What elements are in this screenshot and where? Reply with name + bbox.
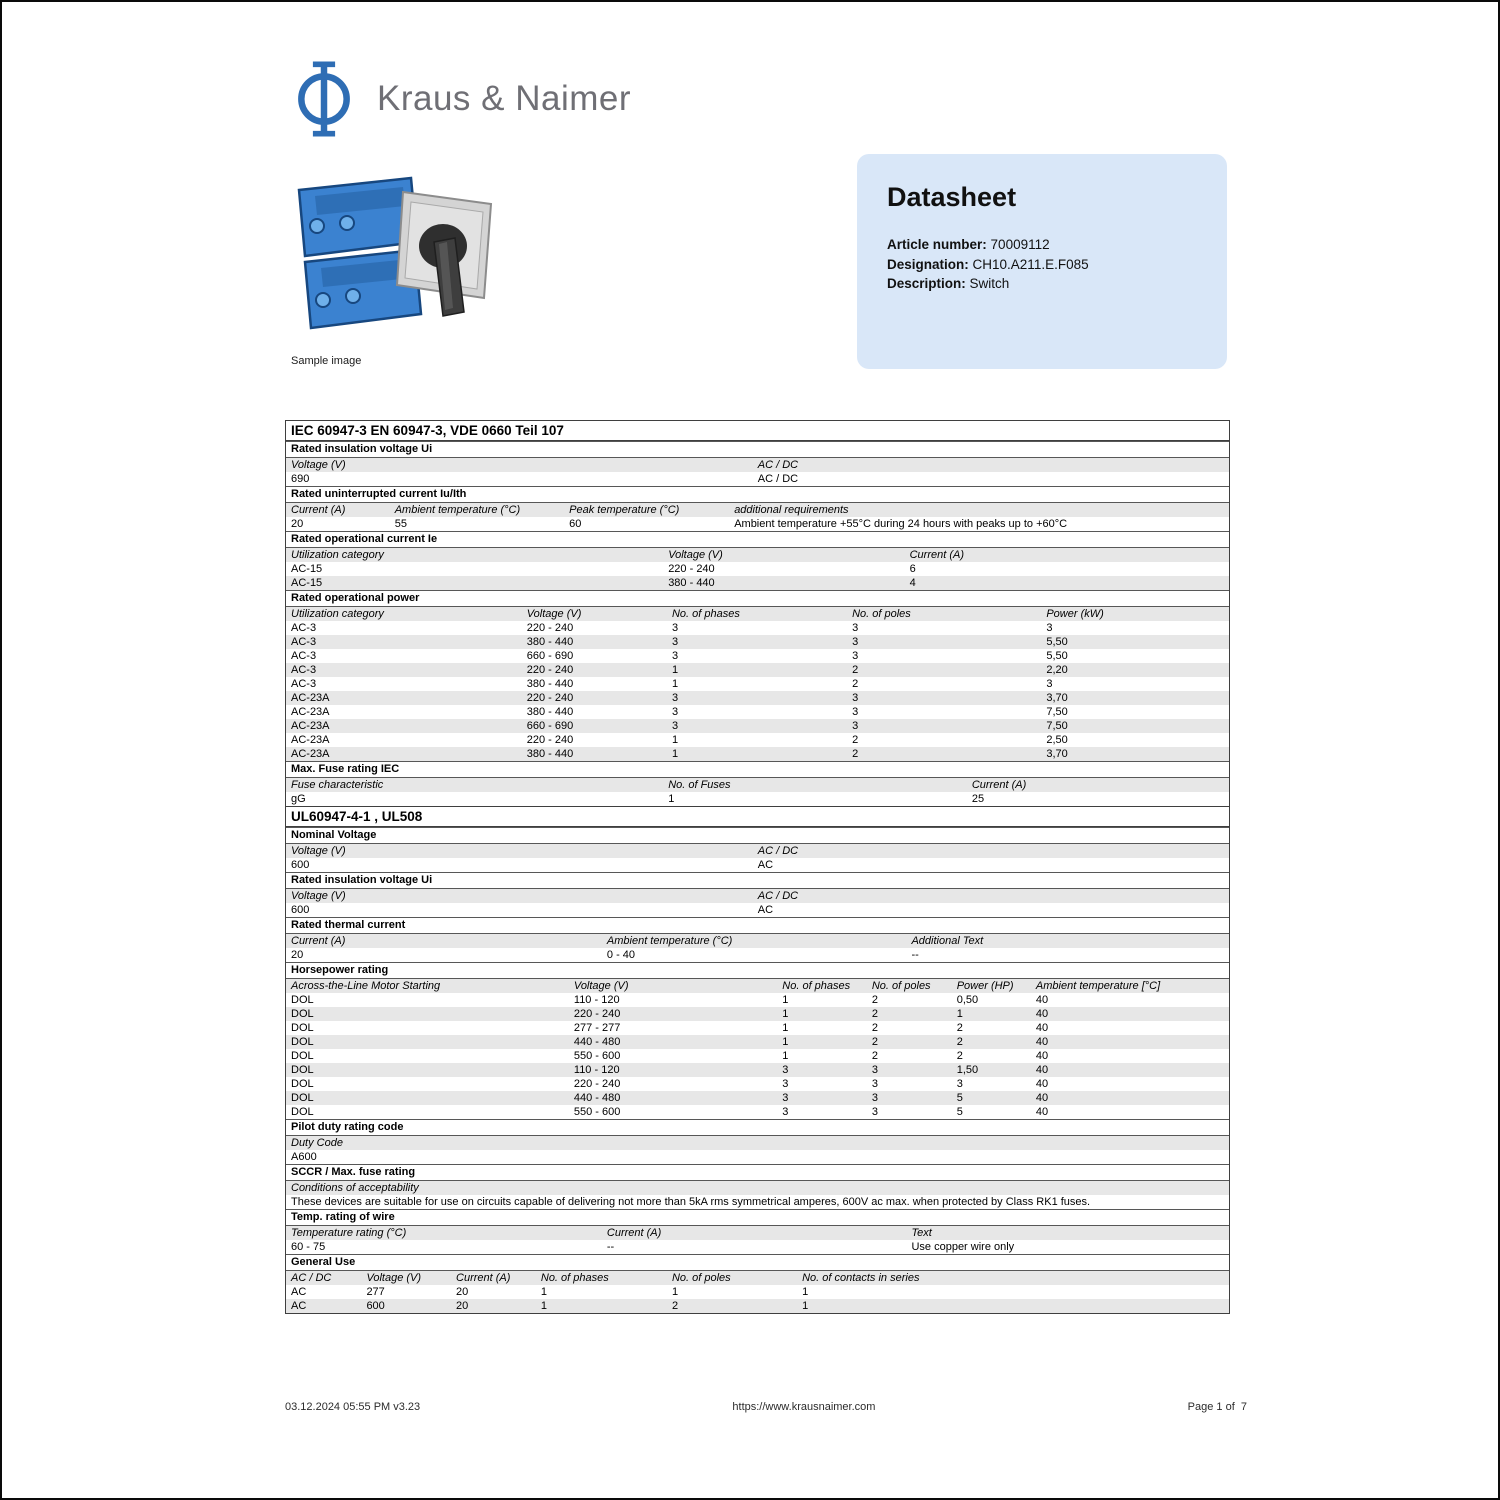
table-cell: 55 [394,518,407,530]
table-cell: AC-23A [291,748,330,760]
table-cell: 0,50 [956,994,979,1006]
description-label: Description: [887,276,966,291]
table-cell: Current (A) [909,549,964,561]
table-cell: Additional Text [911,935,984,947]
table-cell: 110 - 120 [573,1064,620,1076]
table-subsection-header: Rated operational power [286,590,1229,607]
table-cell: 220 - 240 [526,622,574,634]
table-cell: 3 [852,636,859,648]
article-number-label: Article number: [887,237,987,252]
table-data-row [286,903,1229,917]
table-cell: 7,50 [1046,720,1068,732]
table-cell: 3 [671,636,679,648]
table-data-row [286,562,1229,576]
table-cell: Voltage (V) [668,549,723,561]
table-data-row [286,1299,1229,1313]
table-cell: AC-3 [291,678,317,690]
table-cell: 7,50 [1046,706,1068,718]
table-data-row [286,948,1229,962]
table-cell: Across-the-Line Motor Starting [291,980,441,992]
table-cell: AC-3 [291,664,317,676]
table-cell: 40 [1035,1106,1049,1118]
table-cell: 3 [671,622,679,634]
card-title: Datasheet [887,182,1017,212]
table-cell: 220 - 240 [526,664,574,676]
table-cell: AC / DC [291,1272,332,1284]
table-column-header-row [286,778,1229,792]
table-cell: DOL [291,1064,314,1076]
table-subsection-header: Pilot duty rating code [286,1119,1229,1136]
table-column-header-row [286,1226,1229,1240]
table-cell: Fuse characteristic [291,779,384,791]
table-cell: -- [606,1241,615,1253]
table-cell: No. of poles [871,980,931,992]
table-subsection-header: General Use [286,1254,1229,1271]
table-cell: 1 [671,1286,679,1298]
table-cell: Text [911,1227,932,1239]
table-cell: Ambient temperature (°C) [606,935,733,947]
table-cell: 3 [782,1078,789,1090]
brand-name: Kraus & Naimer [377,79,632,118]
table-data-row [286,517,1229,531]
table-data-row [286,1150,1229,1164]
table-cell: AC / DC [757,459,799,471]
table-data-row [286,993,1229,1007]
table-cell: AC-15 [291,563,323,575]
table-cell: Current (A) [456,1272,511,1284]
table-cell: 3,70 [1046,748,1068,760]
table-cell: 3 [956,1078,963,1090]
table-cell: 4 [909,577,916,589]
table-cell: 3 [852,720,859,732]
table-cell: Peak temperature (°C) [569,504,680,516]
table-cell: Voltage (V) [291,845,346,857]
table-cell: 2 [852,678,859,690]
table-column-header-row [286,503,1229,517]
table-cell: 2,50 [1046,734,1068,746]
table-cell: 600 [291,859,310,871]
table-cell: DOL [291,994,314,1006]
table-cell: 220 - 240 [573,1008,621,1020]
table-cell: 380 - 440 [526,706,574,718]
table-cell: 220 - 240 [526,692,574,704]
table-cell: 2 [852,734,859,746]
table-cell: No. of phases [540,1272,609,1284]
table-column-header-row [286,1136,1229,1150]
table-subsection-header: Rated insulation voltage Ui [286,872,1229,889]
table-cell: 2 [956,1036,963,1048]
table-cell: 3 [782,1092,789,1104]
spec-table [285,420,1230,1314]
table-subsection-header: SCCR / Max. fuse rating [286,1164,1229,1181]
table-cell: AC-23A [291,692,330,704]
table-cell: gG [291,793,306,805]
table-cell: 3 [1046,678,1053,690]
table-cell: 380 - 440 [526,636,574,648]
table-cell: AC / DC [757,890,799,902]
description-line [887,274,1197,294]
table-cell: Ambient temperature [°C] [1035,980,1161,992]
table-data-row [286,1049,1229,1063]
table-cell: 1 [540,1286,547,1298]
table-cell: 550 - 600 [573,1106,621,1118]
table-cell: AC-15 [291,577,323,589]
table-data-row [286,1091,1229,1105]
table-cell: -- [911,949,919,961]
table-cell: Current (A) [606,1227,662,1239]
table-cell: AC [757,904,774,916]
description-value: Switch [969,276,1010,291]
table-cell: No. of phases [671,608,740,620]
table-data-row [286,649,1229,663]
table-cell: 3 [871,1106,878,1118]
table-cell: Temperature rating (°C) [291,1227,407,1239]
designation-line [887,255,1197,275]
phi-logo-icon [287,59,361,139]
table-cell: 2 [871,1022,878,1034]
table-cell: 3 [852,706,859,718]
table-column-header-row [286,548,1229,562]
table-column-header-row [286,1181,1229,1195]
table-cell: 20 [291,949,304,961]
table-cell: 2 [956,1050,963,1062]
table-cell: Utilization category [291,549,384,561]
table-cell: 40 [1035,1078,1049,1090]
table-cell: 3 [1046,622,1053,634]
table-cell: Current (A) [971,779,1027,791]
table-cell: Utilization category [291,608,384,620]
table-data-row [286,663,1229,677]
table-cell: 3 [871,1078,878,1090]
table-cell: AC-23A [291,706,330,718]
table-cell: 380 - 440 [526,748,574,760]
table-data-row [286,472,1229,486]
table-cell: AC-23A [291,734,330,746]
table-cell: 1 [956,1008,963,1020]
table-cell: 5,50 [1046,636,1068,648]
table-cell: Voltage (V) [526,608,582,620]
table-cell: AC [291,1286,307,1298]
table-cell: 1 [782,1008,789,1020]
table-subsection-header: Rated insulation voltage Ui [286,441,1229,458]
table-cell: 40 [1035,1022,1049,1034]
table-cell: Use copper wire only [911,1241,1015,1253]
table-column-header-row [286,844,1229,858]
table-subsection-header: Rated operational current Ie [286,531,1229,548]
table-cell: 2 [871,1050,878,1062]
footer-date-version: 03.12.2024 05:55 PM v3.23 [285,1401,421,1413]
table-data-row [286,733,1229,747]
table-cell: 3 [671,706,679,718]
table-cell: 1 [782,1050,789,1062]
table-cell: Voltage (V) [291,459,346,471]
table-cell: 3 [852,622,859,634]
footer-page-number: Page 1 of 7 [1187,1401,1247,1413]
table-subsection-header: Rated thermal current [286,917,1229,934]
table-cell: 550 - 600 [573,1050,621,1062]
table-data-row [286,691,1229,705]
table-data-row [286,1035,1229,1049]
designation-value: CH10.A211.E.F085 [972,256,1089,272]
table-cell: 3 [871,1092,878,1104]
table-cell: 2,20 [1046,664,1068,676]
table-cell: 1 [671,734,679,746]
table-cell: AC-3 [291,650,317,662]
table-cell: 440 - 480 [573,1036,621,1048]
designation-label: Designation: [887,256,969,272]
table-cell: 3 [852,692,859,704]
table-column-header-row [286,607,1229,621]
table-cell: No. of contacts in series [802,1272,920,1284]
table-cell: 690 [291,473,310,485]
table-column-header-row [286,458,1229,472]
table-data-row [286,576,1229,590]
table-cell: Power (HP) [956,980,1014,992]
table-cell: 3 [782,1106,789,1118]
table-cell: Power (kW) [1046,608,1104,620]
table-cell: 277 - 277 [573,1022,621,1034]
table-cell: 40 [1035,1036,1049,1048]
table-cell: AC-3 [291,622,317,634]
table-cell: 2 [956,1022,963,1034]
table-column-header-row [286,934,1229,948]
table-column-header-row [286,979,1229,993]
table-cell: 20 [456,1286,469,1298]
table-cell: 25 [971,793,985,805]
table-data-row [286,1007,1229,1021]
table-cell: A600 [291,1151,317,1163]
table-cell: additional requirements [734,504,849,516]
table-cell: 40 [1035,1092,1049,1104]
table-cell: 1 [668,793,675,805]
table-cell: 0 - 40 [606,949,636,961]
table-subsection-header: Rated uninterrupted current Iu/Ith [286,486,1229,503]
table-cell: Conditions of acceptability [291,1182,419,1194]
table-section-title: UL60947-4-1 , UL508 [286,806,1229,827]
table-cell: Voltage (V) [366,1272,422,1284]
table-cell: AC [757,859,774,871]
table-cell: DOL [291,1022,314,1034]
table-cell: DOL [291,1078,314,1090]
table-data-row [286,1021,1229,1035]
table-data-row [286,792,1229,806]
table-cell: 60 [569,518,582,530]
table-cell: Current (A) [291,504,346,516]
table-cell: 5,50 [1046,650,1068,662]
table-section-title: IEC 60947-3 EN 60947-3, VDE 0660 Teil 107 [286,421,1229,441]
table-cell: 40 [1035,994,1049,1006]
product-sample-image [285,162,497,354]
table-cell: No. of poles [852,608,911,620]
table-cell: 2 [871,1008,878,1020]
table-cell: No. of phases [782,980,851,992]
table-data-row [286,1105,1229,1119]
table-cell: DOL [291,1106,314,1118]
table-data-row [286,1240,1229,1254]
table-subsection-header: Temp. rating of wire [286,1209,1229,1226]
table-cell: 220 - 240 [668,563,715,575]
table-cell: 1 [802,1286,809,1298]
table-cell: 220 - 240 [526,734,574,746]
table-cell: AC / DC [757,473,799,485]
table-cell: 3 [871,1064,878,1076]
table-subsection-header: Horsepower rating [286,962,1229,979]
table-cell: 5 [956,1092,963,1104]
table-cell: 600 [291,904,310,916]
table-cell: 2 [671,1300,679,1312]
table-cell: 3 [671,692,679,704]
table-cell: 3 [782,1064,789,1076]
table-cell: 2 [871,994,878,1006]
table-cell: AC [291,1300,307,1312]
table-cell: Voltage (V) [291,890,346,902]
table-cell: DOL [291,1050,314,1062]
table-cell: Ambient temperature (°C) [394,504,521,516]
table-cell: 1 [802,1300,809,1312]
table-cell: AC-23A [291,720,330,732]
table-subsection-header: Max. Fuse rating IEC [286,761,1229,778]
article-number-value: 70009112 [990,237,1050,252]
page-footer [285,1401,1247,1413]
table-cell: Ambient temperature +55°C during 24 hours with peaks up to +60°C [734,518,1068,530]
table-data-row [286,677,1229,691]
table-cell: These devices are suitable for use on circuits capable of delivering not more than 5kA rms symmetrical amperes, 600V ac max. when protected by Class RK1 fuses. [291,1196,1091,1208]
table-cell: 1 [671,664,679,676]
table-cell: 440 - 480 [573,1092,621,1104]
table-cell: 2 [852,664,859,676]
table-cell: 20 [291,518,304,530]
table-cell: 3 [852,650,859,662]
table-data-row [286,635,1229,649]
table-cell: 660 - 690 [526,720,574,732]
table-cell: Current (A) [291,935,346,947]
table-data-row [286,1077,1229,1091]
table-cell: 277 [366,1286,385,1298]
table-cell: 2 [871,1036,878,1048]
table-cell: 600 [366,1300,385,1312]
table-cell: 110 - 120 [573,994,620,1006]
table-cell: 2 [852,748,859,760]
article-number-line [887,235,1197,255]
table-data-row [286,858,1229,872]
table-data-row [286,1195,1229,1209]
table-cell: 3 [671,650,679,662]
table-cell: 60 - 75 [291,1241,326,1253]
table-cell: AC / DC [757,845,799,857]
table-cell: 3 [671,720,679,732]
table-cell: 220 - 240 [573,1078,621,1090]
footer-url-link[interactable]: https://www.krausnaimer.com [732,1401,876,1413]
sample-image-caption: Sample image [291,355,362,367]
table-cell: 1,50 [956,1064,979,1076]
table-cell: 660 - 690 [526,650,574,662]
table-cell: 40 [1035,1008,1049,1020]
table-cell: 1 [782,1022,789,1034]
table-cell: 40 [1035,1050,1049,1062]
table-cell: 380 - 440 [526,678,574,690]
datasheet-info-card [857,154,1227,369]
table-cell: 1 [782,994,789,1006]
table-cell: DOL [291,1092,314,1104]
table-data-row [286,705,1229,719]
brand-logo [287,59,631,139]
table-cell: 5 [956,1106,963,1118]
table-data-row [286,1063,1229,1077]
table-data-row [286,1285,1229,1299]
table-cell: 1 [671,748,679,760]
table-data-row [286,747,1229,761]
table-column-header-row [286,889,1229,903]
table-data-row [286,621,1229,635]
table-cell: AC-3 [291,636,317,648]
table-cell: 6 [909,563,916,575]
table-cell: 380 - 440 [668,577,715,589]
table-cell: Duty Code [291,1137,343,1149]
table-cell: No. of Fuses [668,779,731,791]
table-cell: 1 [540,1300,547,1312]
table-data-row [286,719,1229,733]
table-cell: 1 [782,1036,789,1048]
table-cell: 40 [1035,1064,1049,1076]
table-cell: DOL [291,1036,314,1048]
table-column-header-row [286,1271,1229,1285]
table-cell: Voltage (V) [573,980,629,992]
table-cell: DOL [291,1008,314,1020]
table-cell: 1 [671,678,679,690]
table-subsection-header: Nominal Voltage [286,827,1229,844]
table-cell: 20 [456,1300,469,1312]
table-cell: 3,70 [1046,692,1068,704]
table-cell: No. of poles [671,1272,731,1284]
